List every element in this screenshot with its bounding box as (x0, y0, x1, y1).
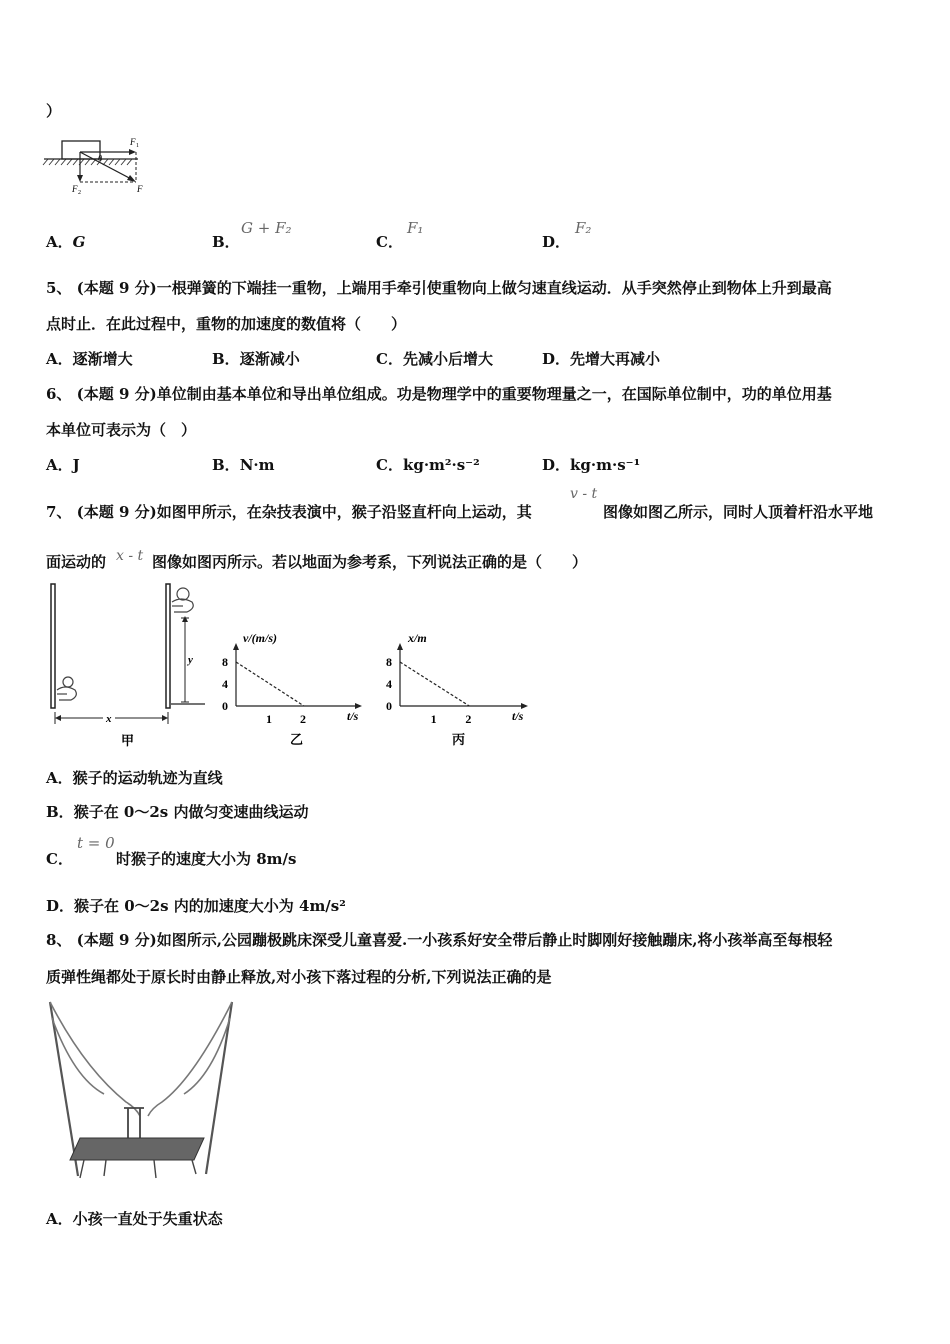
q4-option-b-math: G + F₂ (241, 219, 292, 237)
yi-caption: 乙 (290, 732, 304, 747)
bing-ytick-8: 8 (386, 655, 392, 669)
q6-option-d: D．kg·m·s⁻¹ (542, 456, 641, 474)
q4-option-d: D． (542, 233, 571, 251)
q7-figure-jia (45, 582, 210, 750)
yi-ytick-0: 0 (222, 699, 228, 713)
q7-chart-yi (212, 628, 372, 750)
q4-force-diagram (40, 132, 160, 204)
q5-option-b: B．逐渐减小 (212, 350, 300, 368)
q7-line2-b: 图像如图丙所示。若以地面为参考系，下列说法正确的是（ ） (152, 553, 588, 571)
q7-chart-bing (372, 628, 532, 750)
yi-y-arrow (233, 643, 239, 650)
yi-series-line (236, 662, 304, 706)
bing-ytick-4: 4 (386, 677, 392, 691)
q5-option-c: C．先减小后增大 (376, 350, 493, 368)
jia-y-label: y (188, 654, 193, 666)
q4-option-a: A．G (46, 233, 86, 251)
jia-x-label: x (106, 713, 112, 725)
yi-xtick-1: 1 (266, 712, 272, 726)
monkey-icon-start (57, 677, 76, 700)
f2-label: F (72, 184, 78, 194)
q7-option-c-letter: C． (46, 850, 73, 868)
q7-vt-math: v - t (570, 486, 598, 502)
q5-option-a: A．逐渐增大 (46, 350, 133, 368)
q5-line1: 5、 (本题 9 分)一根弹簧的下端挂一重物，上端用手牵引使重物向上做匀速直线运动．从手突然停止到物体上升到最高 (46, 279, 832, 297)
q8-line1: 8、 (本题 9 分)如图所示,公园蹦极跳床深受儿童喜爱.一小孩系好安全带后静止时脚刚好接触蹦床,将小孩举高至每根轻 (46, 931, 833, 949)
f1-subscript: 1 (136, 143, 139, 149)
bing-ytick-0: 0 (386, 699, 392, 713)
q7-option-a: A．猴子的运动轨迹为直线 (46, 769, 223, 787)
q8-option-a: A．小孩一直处于失重状态 (46, 1210, 223, 1228)
q4-option-c: C． (376, 233, 403, 251)
q8-trampoline-figure (44, 998, 244, 1188)
bing-x-label: t/s (512, 709, 524, 723)
q6-line1: 6、 (本题 9 分)单位制由基本单位和导出单位组成。功是物理学中的重要物理量之一，在国际单位制中，功的单位用基 (46, 385, 832, 403)
q7-xt-math: x - t (116, 548, 144, 564)
child-figure (124, 1108, 144, 1140)
monkey-icon-end (172, 588, 193, 612)
yi-xtick-2: 2 (300, 712, 306, 726)
q7-option-d: D．猴子在 0～2s 内的加速度大小为 4m/s² (46, 897, 346, 915)
bing-series-line (400, 662, 469, 706)
q6-option-c: C．kg·m²·s⁻² (376, 456, 480, 474)
q7-option-c-text: 时猴子的速度大小为 8m/s (116, 850, 297, 868)
q6-option-a: A．J (46, 456, 80, 474)
previous-question-tail: ） (46, 102, 62, 120)
yi-ytick-4: 4 (222, 677, 228, 691)
f-label: F (137, 184, 143, 194)
bing-xtick-1: 1 (430, 712, 437, 726)
yi-y-label: v/(m/s) (243, 631, 277, 645)
bing-xtick-2: 2 (465, 712, 472, 726)
q4-option-b: B． (212, 233, 240, 251)
f2-subscript: 2 (78, 190, 81, 196)
q7-line1-a: 7、 (本题 9 分)如图甲所示，在杂技表演中，猴子沿竖直杆向上运动，其 (46, 503, 532, 521)
q6-option-b: B．N·m (212, 456, 275, 474)
q4-option-d-math: F₂ (575, 219, 592, 237)
jia-caption: 甲 (121, 733, 135, 748)
q7-option-c-math: t = 0 (77, 834, 115, 852)
q6-line2: 本单位可表示为（ ） (46, 421, 197, 439)
yi-x-label: t/s (347, 709, 359, 723)
bing-caption: 丙 (452, 732, 466, 747)
f1-label: F (130, 137, 136, 147)
q5-line2: 点时止．在此过程中，重物的加速度的数值将（ ） (46, 315, 407, 333)
q7-option-b: B．猴子在 0～2s 内做匀变速曲线运动 (46, 803, 309, 821)
theta-label: θ (98, 154, 102, 163)
q8-line2: 质弹性绳都处于原长时由静止释放,对小孩下落过程的分析,下列说法正确的是 (46, 968, 552, 986)
yi-ytick-8: 8 (222, 655, 228, 669)
bing-y-arrow (397, 643, 403, 650)
q4-option-c-math: F₁ (407, 219, 424, 237)
q5-option-d: D．先增大再减小 (542, 350, 661, 368)
q7-line1-b: 图像如图乙所示，同时人顶着杆沿水平地 (603, 503, 874, 521)
bing-y-label: x/m (408, 631, 427, 645)
q7-line2-a: 面运动的 (46, 553, 107, 571)
